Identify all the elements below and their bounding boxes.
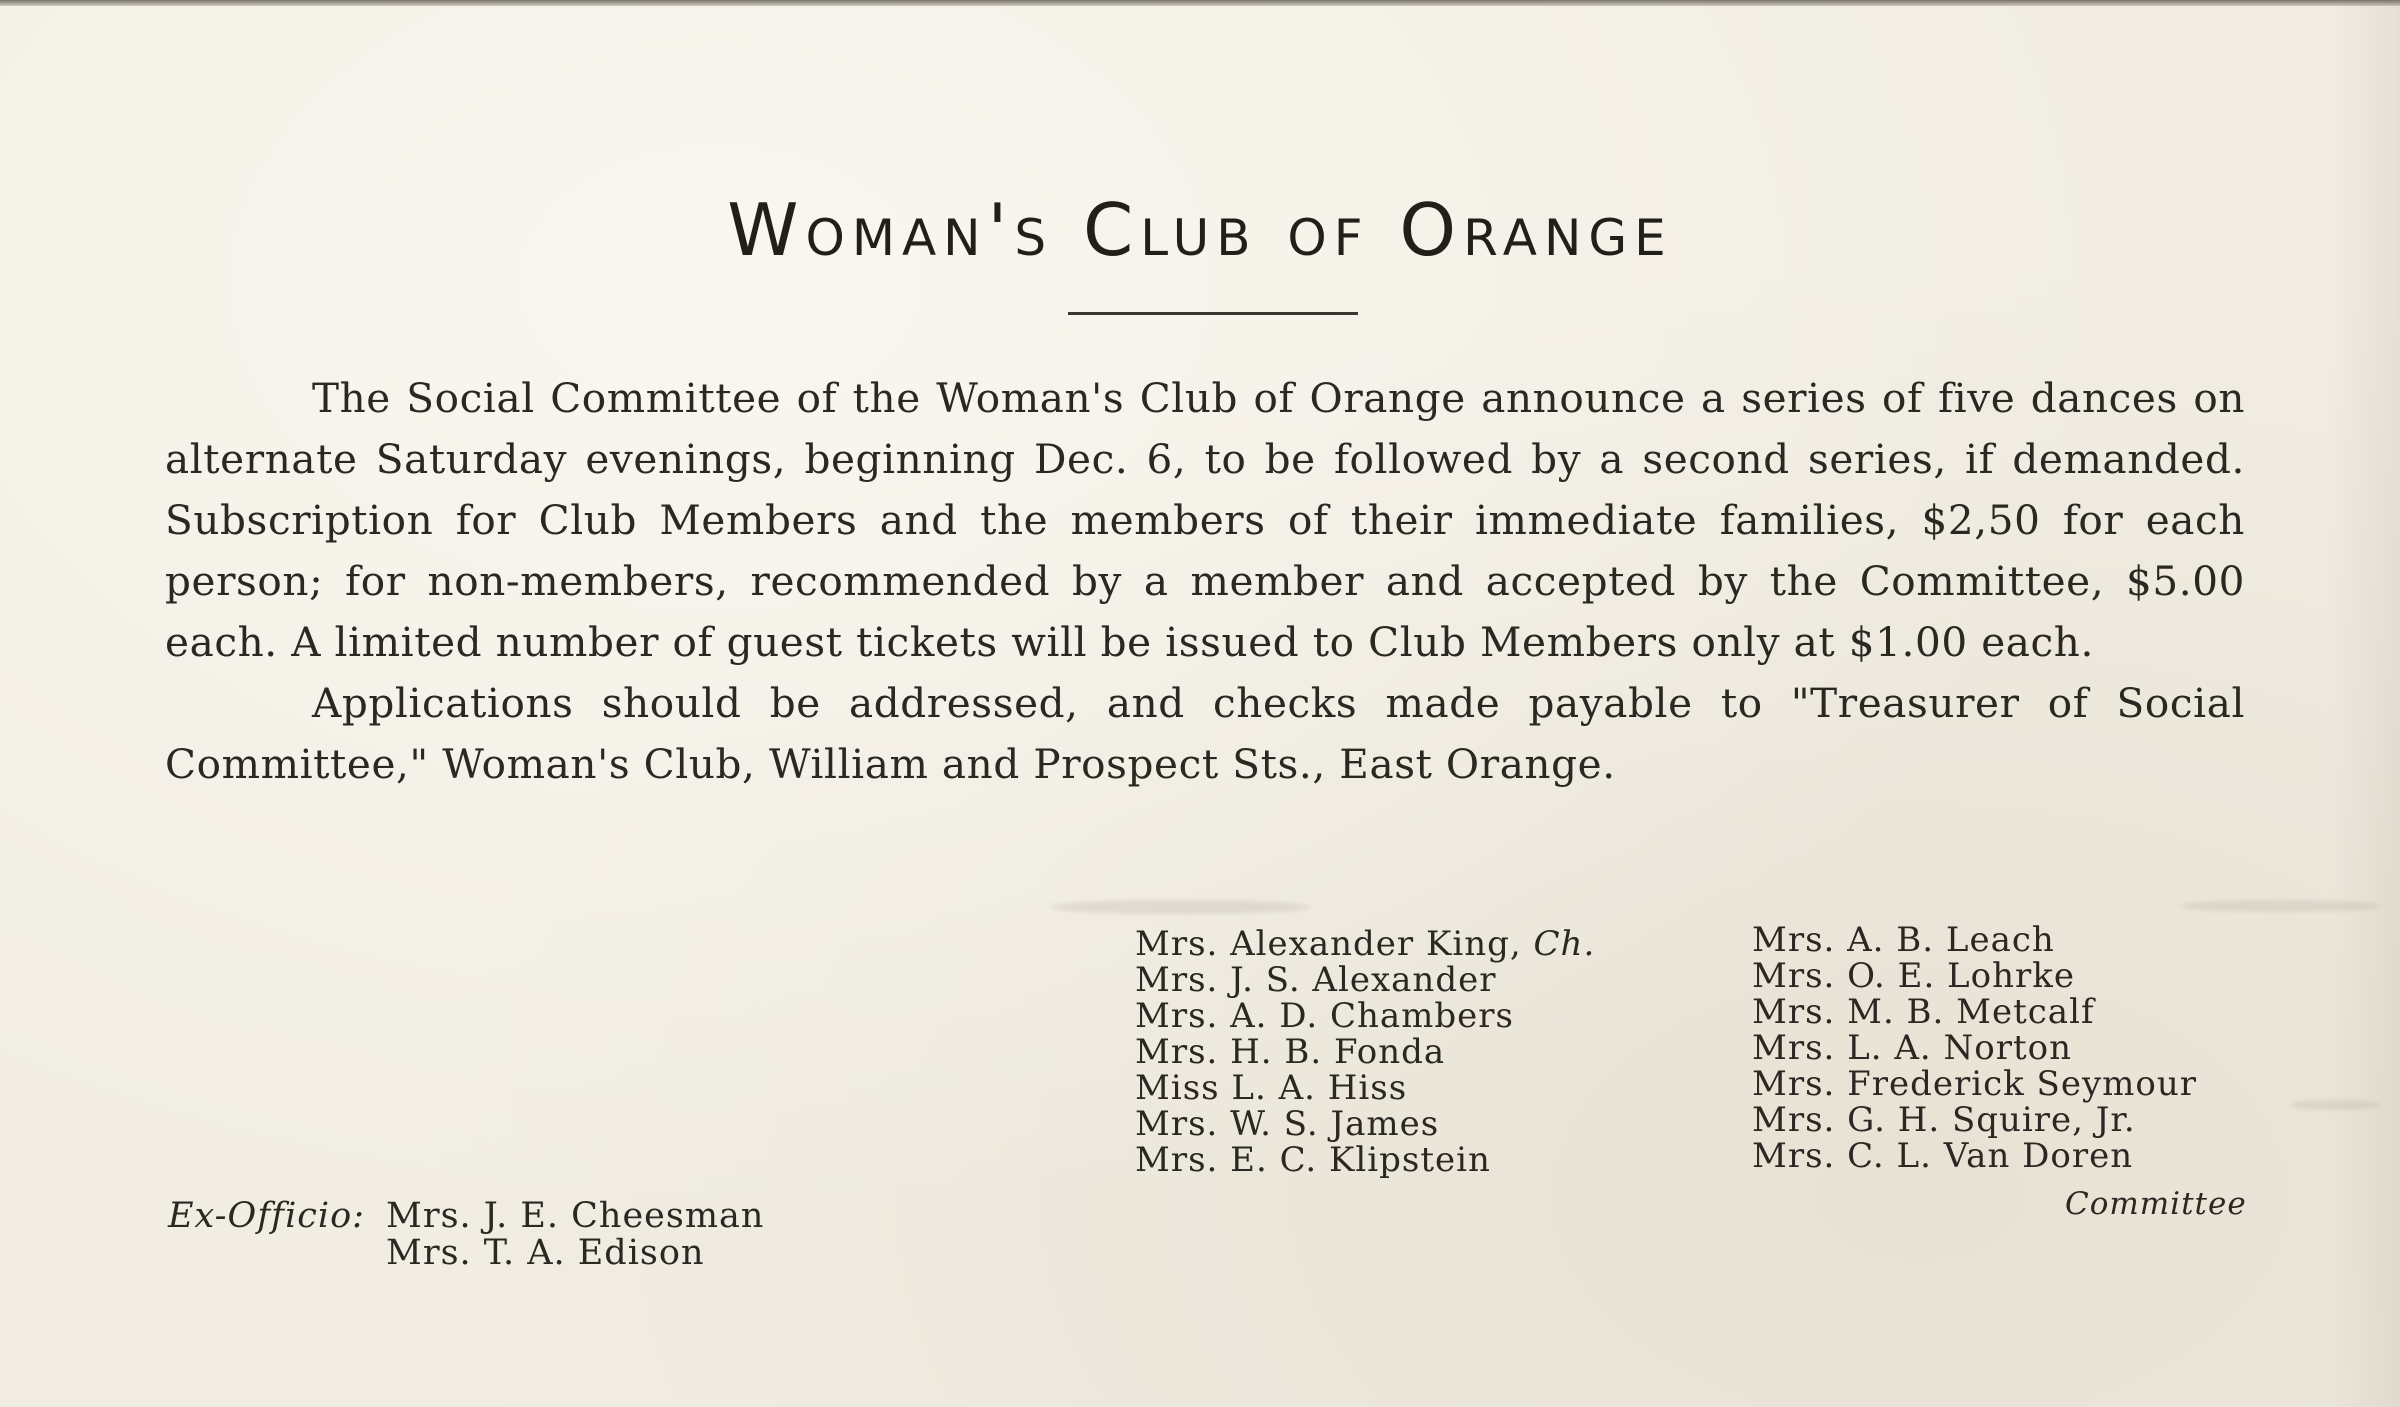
ex-officio-label: Ex-Officio:: [168, 1196, 365, 1236]
committee-member: Mrs. E. C. Klipstein: [1135, 1140, 1491, 1180]
committee-member: Mrs. J. S. Alexander: [1135, 960, 1497, 1000]
committee-member: Mrs. G. H. Squire, Jr.: [1752, 1100, 2136, 1140]
committee-column-left: [1135, 926, 1595, 1178]
instructions-paragraph: Applications should be addressed, and checks made payable to "Treasurer of Social Committee," Woman's Club, William and Prospect Sts., East Orange.: [165, 679, 2245, 788]
committee-member: Mrs. W. S. James: [1135, 1104, 1440, 1144]
card-top-edge: [0, 0, 2400, 6]
title-divider: [1068, 312, 1358, 315]
committee-member: Mrs. O. E. Lohrke: [1752, 956, 2075, 996]
committee-member: Mrs. C. L. Van Doren: [1752, 1136, 2134, 1176]
page-title: Woman's Club of Orange: [727, 188, 1673, 272]
paper-smudge: [1050, 900, 1310, 914]
committee-member: Mrs. A. B. Leach: [1752, 920, 2055, 960]
committee-member: Mrs. L. A. Norton: [1752, 1028, 2072, 1068]
committee-label: Committee: [2065, 1186, 2247, 1222]
committee-member: Miss L. A. Hiss: [1135, 1068, 1408, 1108]
paper-smudge: [2290, 1100, 2380, 1110]
paper-smudge: [2180, 900, 2380, 912]
committee-member: Mrs. A. D. Chambers: [1135, 996, 1514, 1036]
ex-officio-block: [168, 1198, 764, 1272]
chair-suffix: Ch.: [1533, 924, 1596, 964]
committee-member: Mrs. M. B. Metcalf: [1752, 992, 2095, 1032]
committee-column-right: [1752, 922, 2197, 1174]
announcement-body: [165, 368, 2245, 795]
ex-officio-member: Mrs. J. E. Cheesman: [386, 1196, 765, 1236]
announcement-paragraph: The Social Committee of the Woman's Club of Orange announce a series of five dances on alternate Saturday evenings, beginning Dec. 6, to be followed by a second series, if demanded. Subscription for Club Members and the members of their immediate families, $2,50 for each person; for non-members, recommended by a member and accepted by the Committee, $5.00 each. A limited number of guest tickets will be issued to Club Members only at $1.00 each.: [165, 374, 2245, 666]
ex-officio-member: Mrs. T. A. Edison: [386, 1233, 705, 1273]
committee-member: Mrs. Alexander King, Ch.: [1135, 924, 1596, 964]
committee-member: Mrs. Frederick Seymour: [1752, 1064, 2198, 1104]
committee-member: Mrs. H. B. Fonda: [1135, 1032, 1446, 1072]
